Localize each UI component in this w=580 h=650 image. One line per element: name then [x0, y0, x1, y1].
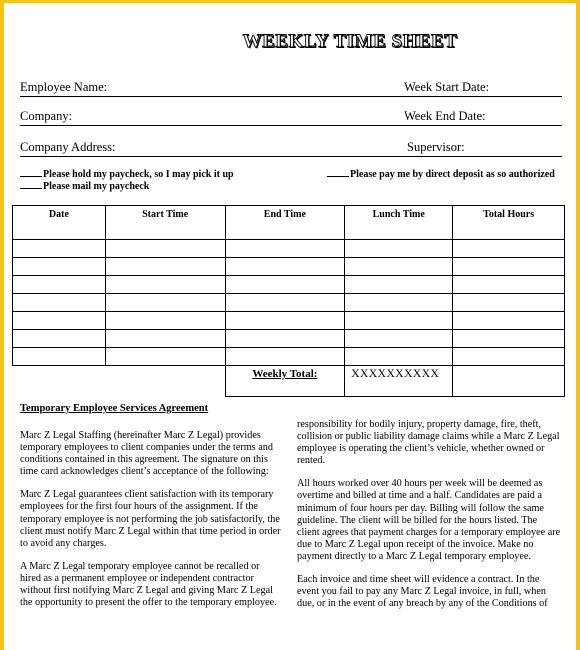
- table-row: [13, 294, 565, 312]
- start-time-cell[interactable]: [105, 276, 225, 294]
- lunch-time-cell[interactable]: [345, 258, 453, 276]
- checkbox-line[interactable]: [20, 176, 42, 177]
- week-end-date-label: Week End Date:: [404, 109, 486, 123]
- end-time-cell[interactable]: [225, 294, 345, 312]
- table-row: [13, 330, 565, 348]
- page-title: WEEKLY TIME SHEET: [242, 31, 458, 52]
- start-time-cell[interactable]: [105, 294, 225, 312]
- agreement-paragraph: Each invoice and time sheet will evidence a contract. In the event you fail to pay any Marc Z Legal invoice, in full, when due, or in the event of any breach by any of the Conditions of: [297, 574, 548, 610]
- agreement-paragraph: All hours worked over 40 hours per week will be deemed as overtime and billed at time and a half. Candidates are paid a minimum of four hours per day. Billing will follow the same guideline. The client will be billed for the hours listed. The client agrees that payment charges for a temporary employee are due to Marc Z Legal upon receipt of the invoice. Make no payment directly to a Marc Z Legal temporary employee.: [297, 478, 561, 562]
- checkbox-line[interactable]: [327, 176, 349, 177]
- date-cell[interactable]: [13, 312, 106, 330]
- date-cell[interactable]: [13, 348, 106, 366]
- header-end-time: End Time: [225, 206, 345, 240]
- total-hours-cell[interactable]: [453, 240, 565, 258]
- agreement-heading: Temporary Employee Services Agreement: [20, 403, 209, 414]
- supervisor-label: Supervisor:: [407, 140, 465, 154]
- header-start-time: Start Time: [105, 206, 225, 240]
- weekly-total-value: XXXXXXXXXX: [345, 366, 453, 397]
- lunch-time-cell[interactable]: [345, 348, 453, 366]
- total-hours-cell[interactable]: [453, 258, 565, 276]
- weekly-total-row: [13, 366, 565, 397]
- table-header-row: [13, 206, 565, 240]
- date-cell[interactable]: [13, 276, 106, 294]
- agreement-left-column: [20, 430, 282, 620]
- start-time-cell[interactable]: [105, 312, 225, 330]
- start-time-cell[interactable]: [105, 258, 225, 276]
- table-row: [13, 312, 565, 330]
- table-row: [13, 348, 565, 366]
- weekly-total-hours-cell[interactable]: [453, 366, 565, 397]
- lunch-time-cell[interactable]: [345, 240, 453, 258]
- date-cell[interactable]: [13, 294, 106, 312]
- header-date: Date: [13, 206, 106, 240]
- end-time-cell[interactable]: [225, 240, 345, 258]
- company-address-label: Company Address:: [20, 140, 116, 154]
- option-direct-deposit[interactable]: [327, 169, 555, 180]
- end-time-cell[interactable]: [225, 258, 345, 276]
- option-mail-paycheck[interactable]: [20, 181, 149, 192]
- date-cell[interactable]: [13, 240, 106, 258]
- date-cell[interactable]: [13, 330, 106, 348]
- end-time-cell[interactable]: [225, 312, 345, 330]
- end-time-cell[interactable]: [225, 330, 345, 348]
- option-label: Please hold my paycheck, so I may pick it up: [43, 169, 234, 180]
- field-row-employee: [20, 76, 562, 97]
- total-hours-cell[interactable]: [453, 330, 565, 348]
- agreement-paragraph: A Marc Z Legal temporary employee cannot be recalled or hired as a permanent employee or independent contractor without first notifying Marc Z Legal and giving Marc Z Legal the opportunity to present the offer to the temporary employee.: [20, 560, 277, 609]
- lunch-time-cell[interactable]: [345, 330, 453, 348]
- weekly-total-label-cell: [225, 366, 345, 397]
- lunch-time-cell[interactable]: [345, 276, 453, 294]
- total-hours-cell[interactable]: [453, 276, 565, 294]
- option-label: Please pay me by direct deposit as so authorized: [350, 169, 555, 180]
- end-time-cell[interactable]: [225, 276, 345, 294]
- date-cell[interactable]: [13, 258, 106, 276]
- checkbox-line[interactable]: [20, 188, 42, 189]
- start-time-cell[interactable]: [105, 348, 225, 366]
- field-row-address: [20, 136, 562, 157]
- total-hours-cell[interactable]: [453, 294, 565, 312]
- company-label: Company:: [20, 109, 73, 123]
- employee-name-label: Employee Name:: [20, 80, 108, 94]
- empty-cell: [105, 366, 225, 397]
- total-hours-cell[interactable]: [453, 348, 565, 366]
- agreement-paragraph: Marc Z Legal guarantees client satisfaction with its temporary employees for the first four hours of the assignment. If the temporary employee is not performing the job satisfactorily, the client must notify Marc Z Legal within that time period in order to avoid any charges.: [20, 489, 281, 549]
- lunch-time-cell[interactable]: [345, 312, 453, 330]
- agreement-right-column: [297, 419, 562, 621]
- empty-cell: [13, 366, 106, 397]
- option-hold-paycheck[interactable]: [20, 169, 234, 180]
- header-lunch-time: Lunch Time: [345, 206, 453, 240]
- start-time-cell[interactable]: [105, 240, 225, 258]
- start-time-cell[interactable]: [105, 330, 225, 348]
- week-start-date-label: Week Start Date:: [404, 80, 490, 94]
- time-sheet-page: [4, 3, 576, 650]
- agreement-paragraph: Marc Z Legal Staffing (hereinafter Marc Z Legal) provides temporary employees to client companies under the terms and conditions contained in this agreement. The signature on this time card acknowledges client’s acceptance of the following:: [20, 430, 273, 478]
- table-row: [13, 276, 565, 294]
- option-label: Please mail my paycheck: [43, 181, 150, 192]
- weekly-total-label: Weekly Total:: [252, 368, 318, 380]
- field-row-company: [20, 105, 562, 126]
- lunch-time-cell[interactable]: [345, 294, 453, 312]
- agreement-paragraph: responsibility for bodily injury, property damage, fire, theft, collision or public liability damage claims while a Marc Z Legal employee is operating the client’s vehicle, whether owned or rented.: [297, 419, 560, 467]
- time-table: [12, 205, 565, 397]
- end-time-cell[interactable]: [225, 348, 345, 366]
- total-hours-cell[interactable]: [453, 312, 565, 330]
- table-row: [13, 258, 565, 276]
- header-total-hours: Total Hours: [453, 206, 565, 240]
- table-row: [13, 240, 565, 258]
